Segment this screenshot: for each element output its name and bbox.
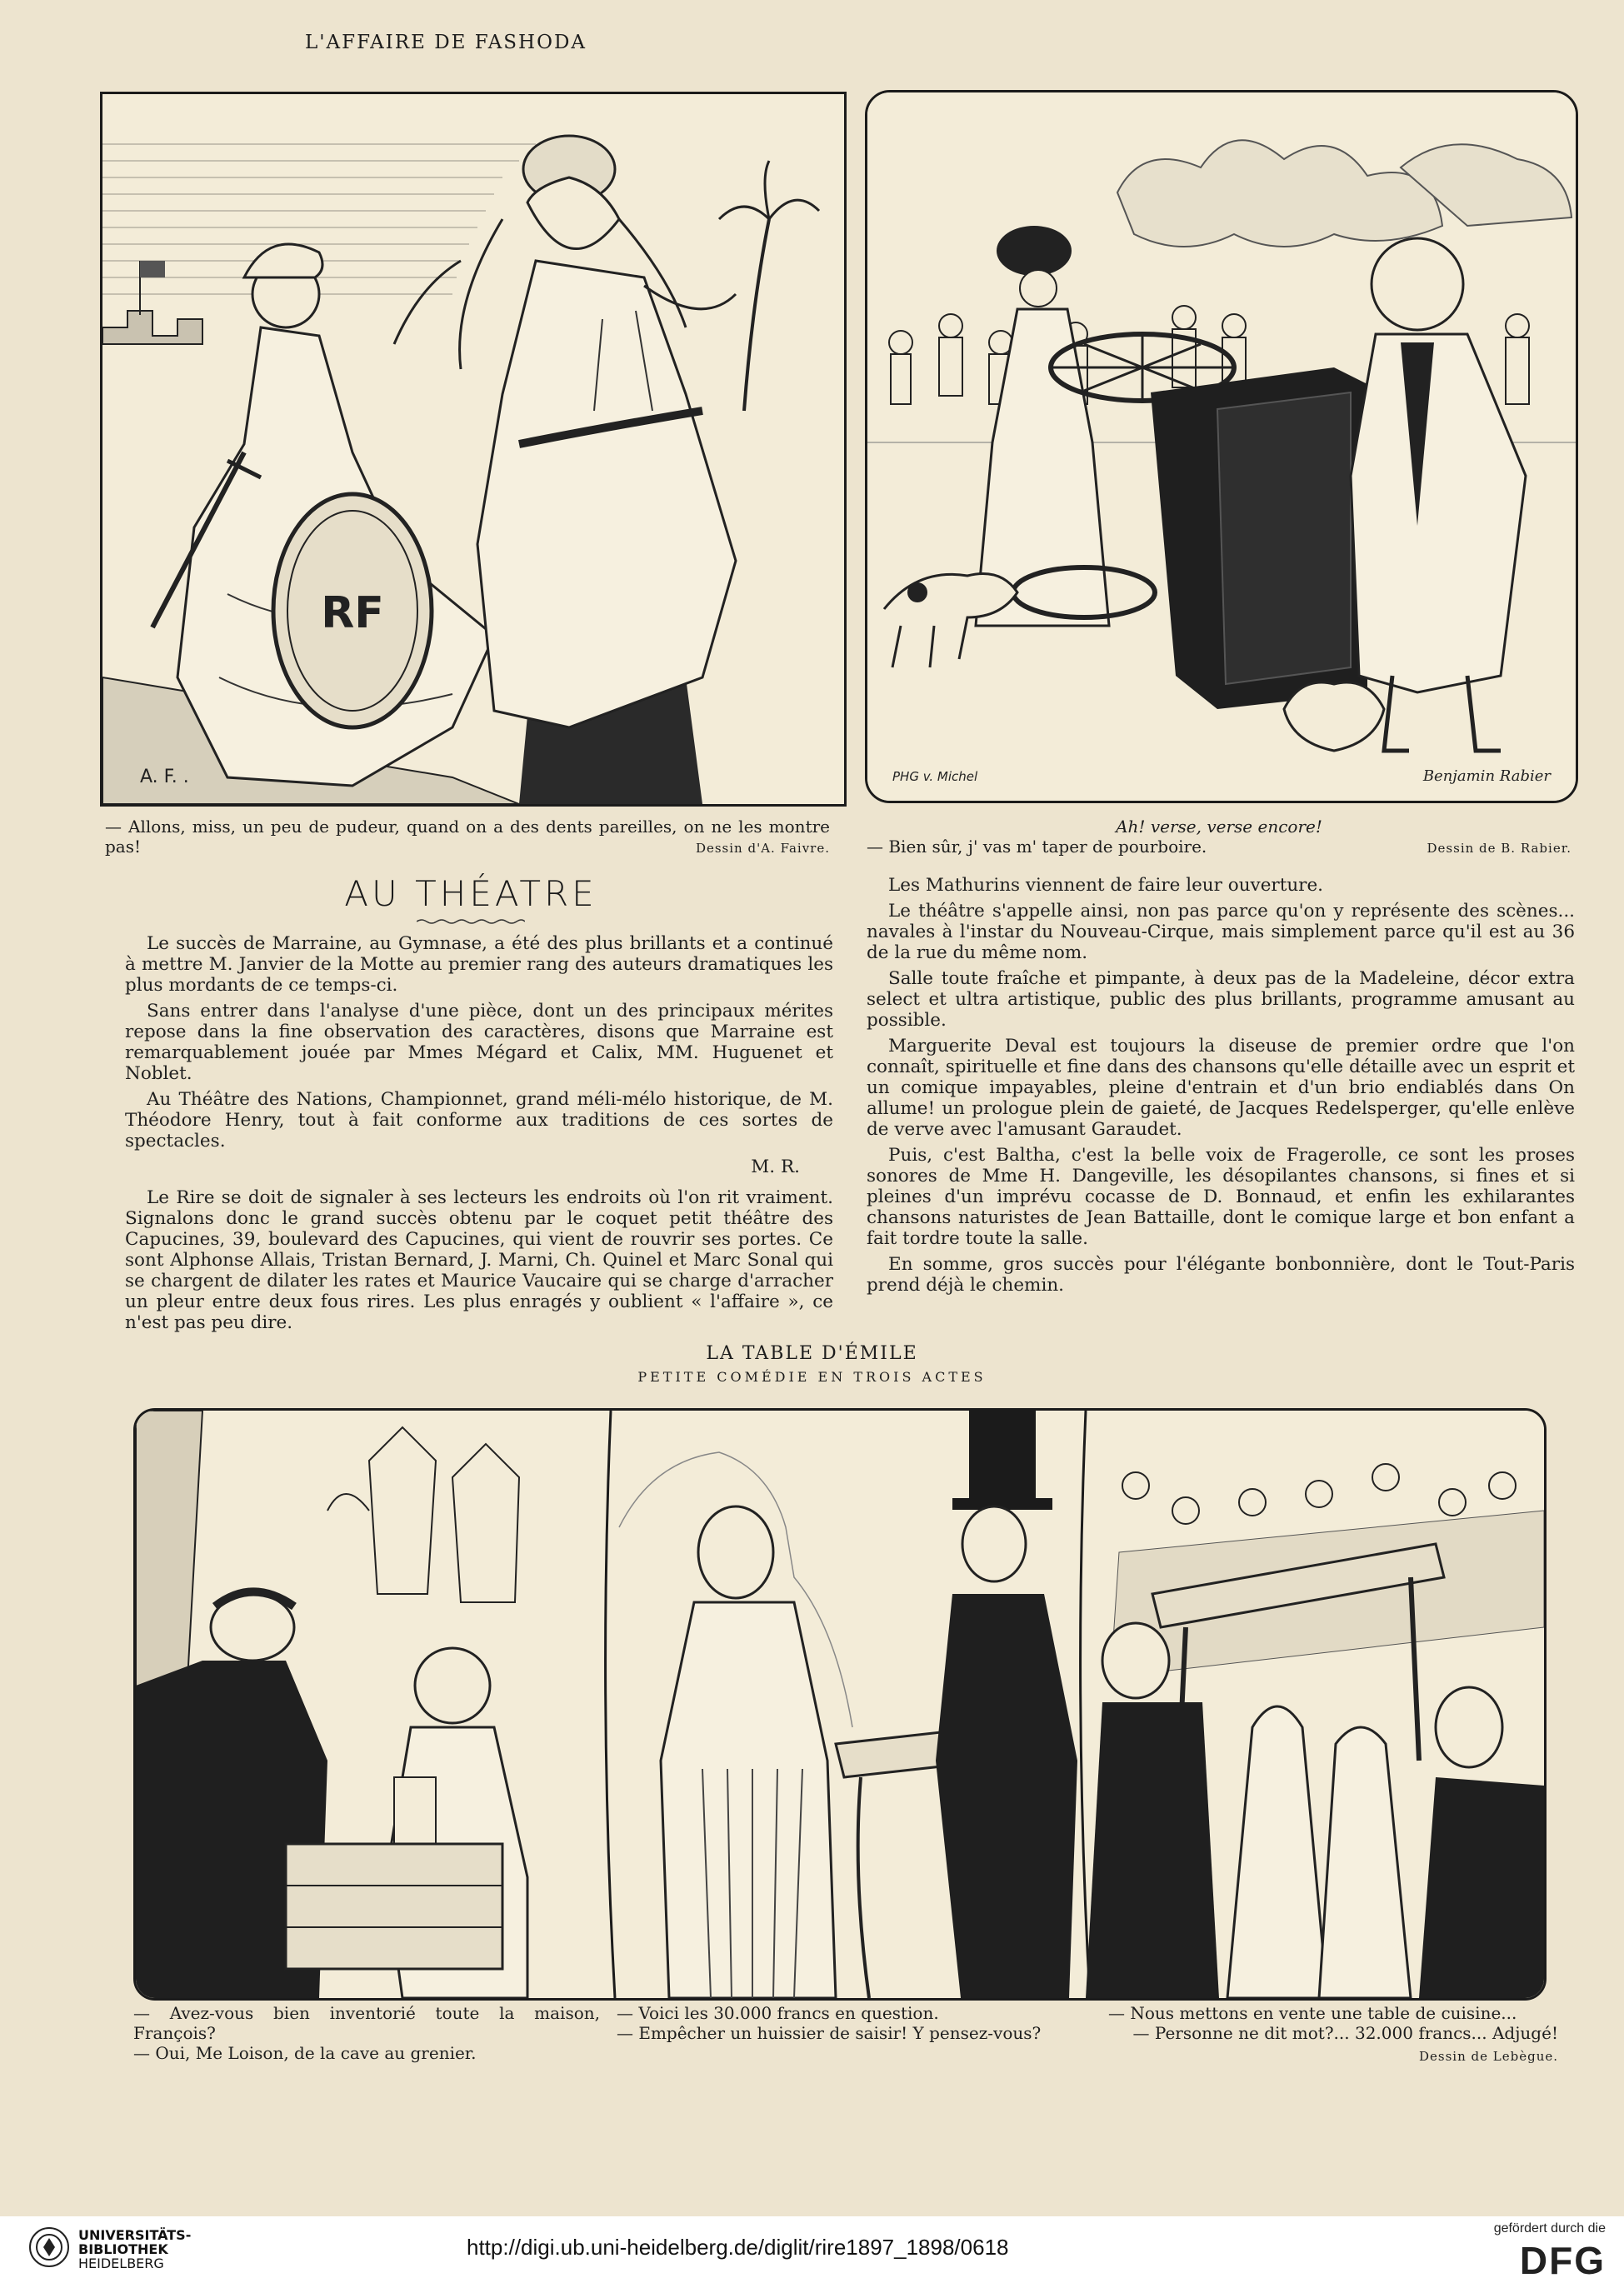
comic-drawing	[136, 1411, 1544, 1998]
fashoda-caption	[105, 817, 830, 858]
rabier-drawing	[867, 92, 1576, 801]
running-title: L'AFFAIRE DE FASHODA	[304, 32, 587, 53]
comic-credit: Dessin de Lebègue.	[1419, 2049, 1558, 2064]
shield-text: RF	[321, 588, 384, 638]
theatre-paragraph: Le théâtre s'appelle ainsi, non pas parce qu'on y représente des scènes... navales à l'instar du Nouveau-Cirque, mais simplement parce qu'il est au 36 de la rue du même nom.	[867, 901, 1575, 963]
comic-title: LA TABLE D'ÉMILE	[706, 1343, 918, 1364]
theatre-paragraph: Les Mathurins viennent de faire leur ouverture.	[888, 875, 1324, 896]
rabier-illustration	[865, 90, 1578, 803]
comic-caption-3	[1108, 2003, 1558, 2066]
theatre-column-left	[125, 933, 833, 1338]
theatre-paragraph: En somme, gros succès pour l'élégante bonbonnière, dont le Tout-Paris prend déjà le chemin.	[867, 1254, 1575, 1296]
theatre-signature: M. R.	[751, 1156, 800, 1177]
theatre-paragraph: Le succès de Marraine, au Gymnase, a été des plus brillants et a continué à mettre M. Janvier de la Motte au premier rang des auteurs dramatiques les plus mordants de ce temps-ci.	[125, 933, 833, 996]
theatre-paragraph: Au Théâtre des Nations, Championnet, grand méli-mélo historique, de M. Théodore Henry, tout à fait conforme aux traditions de ces sortes de spectacles.	[125, 1089, 833, 1151]
theatre-paragraph: Salle toute fraîche et pimpante, à deux pas de la Madeleine, décor extra select et ultra artistique, public des plus brillants, programme amusant au possible.	[867, 968, 1575, 1031]
theatre-paragraph: Le Rire se doit de signaler à ses lecteurs les endroits où l'on rit vraiment. Signalons donc le grand succès obtenu par le coquet petit théâtre des Capucines, 39, boulevard des Capucines, qui vient de rouvrir ses portes. Ce sont Alphonse Allais, Tristan Bernard, J. Marni, Ch. Quinel et Marc Sonal qui se chargent de dilater les rates et Maurice Vaucaire qui se charge d'arracher un pleur entre deux fous rires. Les plus enragés y oublient « l'affaire », ce n'est pas peu dire.	[125, 1187, 833, 1333]
fashoda-credit: Dessin d'A. Faivre.	[695, 841, 830, 856]
funding-note: gefördert durch die	[1493, 2221, 1606, 2236]
fashoda-signature: A. F. .	[140, 767, 189, 787]
theatre-paragraph: Puis, c'est Baltha, c'est la belle voix de Fragerolle, ce sont les proses sonores de Mme H. Dangeville, les désopilantes chansons, si fines et si pleines d'un imprévu cocasse de D. Bonnaud, et enfin les exhilarantes chansons naturistes de Jean Battaille, dont le comique large et bon enfant a fait tordre toute la salle.	[867, 1145, 1575, 1249]
comic-caption-2	[617, 2003, 1092, 2043]
rabier-signature-right: Benjamin Rabier	[1422, 767, 1551, 785]
uni-line-1: UNIVERSITÄTS-	[78, 2227, 192, 2243]
comic-caption-1	[133, 2003, 600, 2063]
comic-caption-3b: — Personne ne dit mot?... 32.000 francs... Adjugé!	[1132, 2023, 1558, 2043]
comic-caption-2b: — Empêcher un huissier de saisir! Y pensez-vous?	[617, 2023, 1042, 2043]
theatre-paragraph: Marguerite Deval est toujours la diseuse de premier ordre que l'on connaît, spirituelle et fine dans des chansons qu'elle détaille avec un esprit et un comique impayables, pleine d'entrain et d'un brio endiablés dans On allume! un prologue plein de gaieté, de Jacques Redelsperger, qu'elle enlève de verve avec l'amusant Garaudet.	[867, 1036, 1575, 1140]
university-library-logo	[78, 2228, 191, 2271]
comic-caption-1a: — Avez-vous bien inventorié toute la maison, François?	[133, 2003, 600, 2043]
rabier-credit: Dessin de B. Rabier.	[1427, 841, 1572, 856]
comic-caption-2a: — Voici les 30.000 francs en question.	[617, 2003, 939, 2023]
uni-line-2: BIBLIOTHEK	[78, 2241, 168, 2257]
rabier-signature-left: PHG v. Michel	[892, 769, 978, 784]
title-ornament	[417, 918, 525, 925]
comic-caption-3a: — Nous mettons en vente une table de cuisine...	[1108, 2003, 1517, 2023]
comic-strip	[133, 1408, 1547, 2001]
fashoda-illustration	[100, 92, 847, 807]
fashoda-caption-text: — Allons, miss, un peu de pudeur, quand on a des dents pareilles, on ne les montre pas!	[105, 817, 830, 857]
footer-bar	[0, 2216, 1624, 2282]
rabier-caption-line1: Ah! verse, verse encore!	[1116, 817, 1322, 837]
rabier-caption-line2: — Bien sûr, j' vas m' taper de pourboire.	[867, 837, 1207, 857]
theatre-title: AU THÉATRE	[344, 873, 597, 914]
uni-line-3: HEIDELBERG	[78, 2256, 164, 2271]
comic-subtitle: PETITE COMÉDIE EN TROIS ACTES	[637, 1369, 987, 1385]
comic-caption-1b: — Oui, Me Loison, de la cave au grenier.	[133, 2043, 477, 2063]
theatre-column-right	[867, 875, 1575, 1301]
rabier-caption	[867, 817, 1572, 858]
permalink[interactable]: http://digi.ub.uni-heidelberg.de/diglit/rire1897_1898/0618	[467, 2235, 1009, 2260]
theatre-paragraph: Sans entrer dans l'analyse d'une pièce, dont un des principaux mérites repose dans la fine observation des caractères, disons que Marraine est remarquablement jouée par Mmes Mégard et Calix, MM. Huguenet et Noblet.	[125, 1001, 833, 1084]
dfg-logo: DFG	[1519, 2239, 1606, 2282]
fashoda-drawing	[102, 94, 844, 804]
university-seal-icon	[28, 2226, 70, 2268]
